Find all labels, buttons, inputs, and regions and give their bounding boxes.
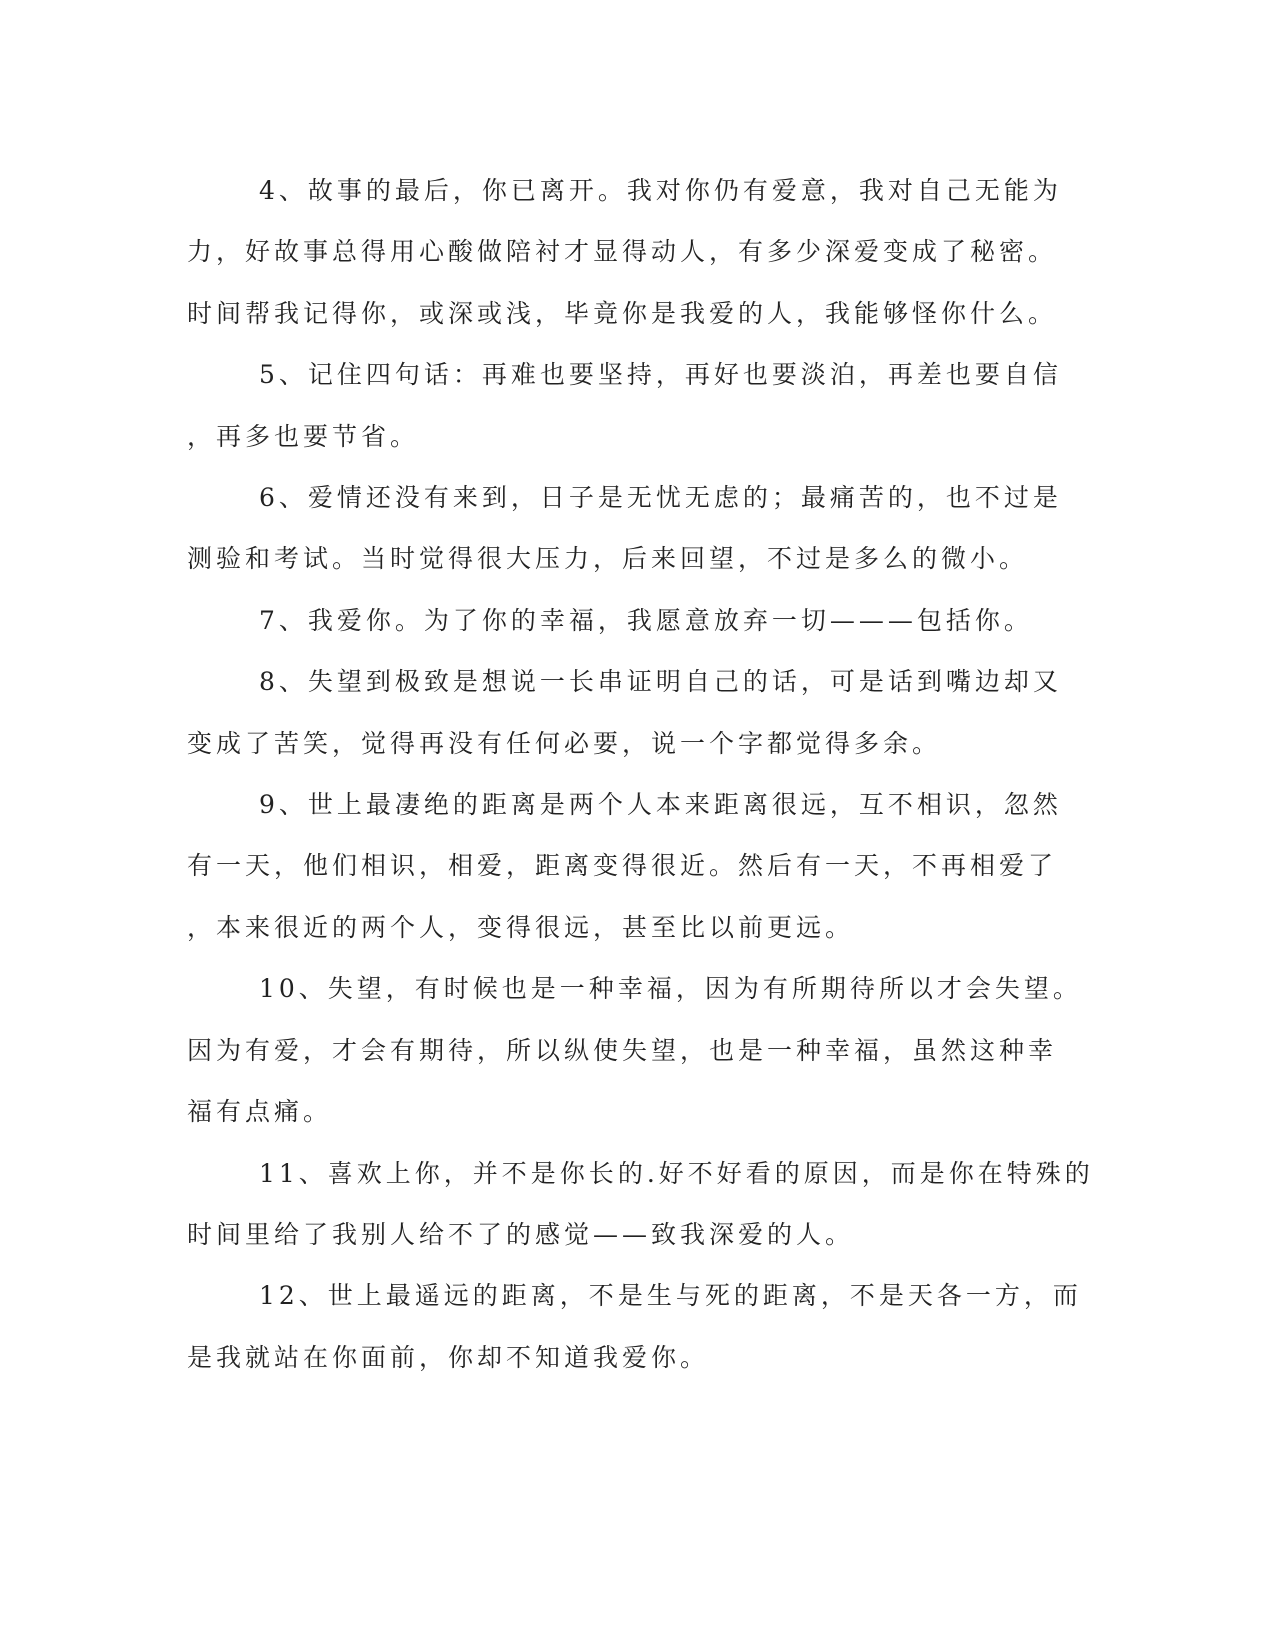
paragraph-line: 时间里给了我别人给不了的感觉——致我深爱的人。 — [187, 1219, 855, 1249]
paragraph-8 — [187, 651, 1067, 774]
paragraph-line: 6、爱情还没有来到，日子是无忧无虑的；最痛苦的，也不过是 — [259, 483, 1062, 513]
paragraph-line: ，本来很近的两个人，变得很远，甚至比以前更远。 — [187, 912, 855, 942]
paragraph-10 — [187, 958, 1082, 1142]
paragraph-line: 因为有爱，才会有期待，所以纵使失望，也是一种幸福，虽然这种幸 — [187, 1035, 1058, 1065]
paragraph-line: 力，好故事总得用心酸做陪衬才显得动人，有多少深爱变成了秘密。 — [187, 237, 1058, 267]
paragraph-line: 10、失望，有时候也是一种幸福，因为有所期待所以才会失望。 — [259, 974, 1082, 1004]
paragraph-7 — [187, 590, 1067, 651]
paragraph-line: 是我就站在你面前，你却不知道我爱你。 — [187, 1342, 710, 1372]
paragraph-9 — [187, 774, 1067, 958]
paragraph-line: 时间帮我记得你，或深或浅，毕竟你是我爱的人，我能够怪你什么。 — [187, 298, 1058, 328]
paragraph-line: 有一天，他们相识，相爱，距离变得很近。然后有一天，不再相爱了 — [187, 851, 1058, 881]
paragraph-11 — [187, 1143, 1094, 1266]
paragraph-line: 5、记住四句话：再难也要坚持，再好也要淡泊，再差也要自信 — [259, 360, 1062, 390]
paragraph-line: 测验和考试。当时觉得很大压力，后来回望，不过是多么的微小。 — [187, 544, 1029, 574]
paragraph-line: 11、喜欢上你，并不是你长的.好不好看的原因，而是你在特殊的 — [259, 1158, 1094, 1188]
paragraph-line: 12、世上最遥远的距离，不是生与死的距离，不是天各一方，而 — [259, 1281, 1082, 1311]
paragraph-6 — [187, 467, 1067, 590]
paragraph-line: 变成了苦笑，觉得再没有任何必要，说一个字都觉得多余。 — [187, 728, 942, 758]
paragraph-line: ，再多也要节省。 — [187, 421, 420, 451]
paragraph-line: 4、故事的最后，你已离开。我对你仍有爱意，我对自己无能为 — [259, 176, 1062, 205]
paragraph-line: 7、我爱你。为了你的幸福，我愿意放弃一切———包括你。 — [259, 605, 1033, 635]
paragraph-5 — [187, 344, 1067, 467]
paragraph-line: 福有点痛。 — [187, 1097, 333, 1127]
paragraph-12 — [187, 1265, 1082, 1388]
paragraph-4 — [187, 160, 1067, 344]
paragraph-line: 9、世上最凄绝的距离是两个人本来距离很远，互不相识，忽然 — [259, 790, 1062, 820]
paragraph-line: 8、失望到极致是想说一长串证明自己的话，可是话到嘴边却又 — [259, 667, 1062, 697]
document-body — [187, 160, 1094, 1388]
